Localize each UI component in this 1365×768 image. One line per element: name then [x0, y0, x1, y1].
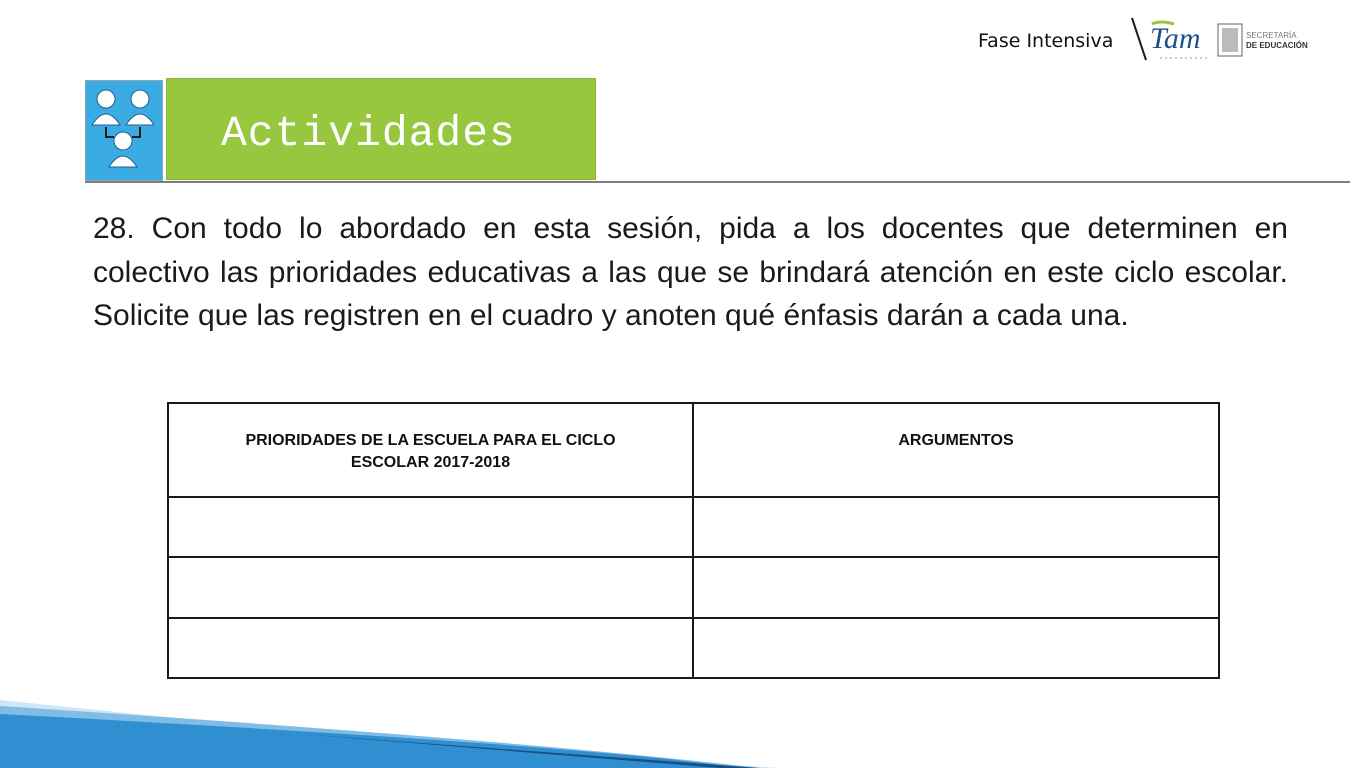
section-title: Actividades [221, 109, 516, 158]
table-header-priorities: PRIORIDADES DE LA ESCUELA PARA EL CICLO ESCOLAR 2017-2018 [168, 403, 693, 497]
logo-tam-text: Tam [1150, 22, 1201, 55]
header-label: Fase Intensiva [978, 30, 1114, 52]
table-cell-priority[interactable] [168, 557, 693, 617]
table-cell-argument[interactable] [693, 618, 1219, 678]
table-header-argumentos: ARGUMENTOS [693, 403, 1219, 497]
table-row [168, 497, 1219, 557]
table-cell-argument[interactable] [693, 497, 1219, 557]
logo-secretaria-line1: SECRETARÍA [1246, 31, 1297, 40]
instruction-text: 28. Con todo lo abordado en esta sesión, pida a los docentes que determinen en colectivo las prioridades educativas a las que se brindará atención en este ciclo escolar. Solicite que las registren en el cuadro y anoten qué énfasis darán a cada una. [93, 212, 1288, 332]
table-cell-priority[interactable] [168, 497, 693, 557]
table-cell-argument[interactable] [693, 557, 1219, 617]
table-header-row [168, 403, 1219, 497]
header-divider [85, 181, 1350, 183]
logo-secretaria-line2: DE EDUCACIÓN [1246, 41, 1308, 50]
table-row [168, 557, 1219, 617]
group-people-icon [85, 80, 163, 181]
footer-wave [0, 700, 780, 768]
section-title-box [166, 78, 596, 180]
table-row [168, 618, 1219, 678]
priorities-table [167, 402, 1220, 679]
tam-logo [1130, 14, 1310, 66]
table-cell-priority[interactable] [168, 618, 693, 678]
